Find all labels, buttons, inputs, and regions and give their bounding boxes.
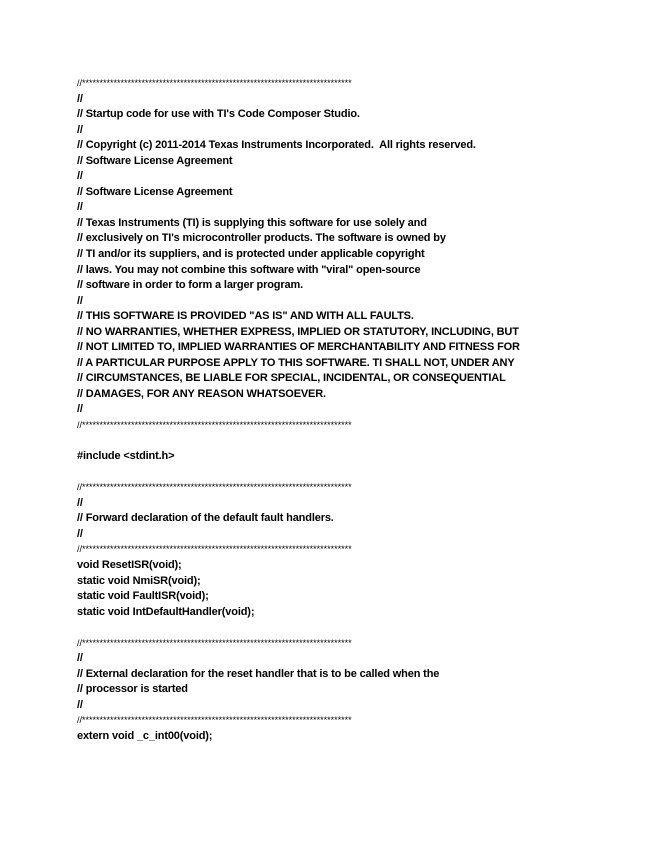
code-line: // THIS SOFTWARE IS PROVIDED "AS IS" AND WITH ALL FAULTS. bbox=[77, 310, 414, 323]
comment-rule-line: //***************************************************************************** bbox=[77, 637, 352, 648]
blank-line bbox=[77, 620, 637, 636]
code-line: // Software License Agreement bbox=[77, 154, 233, 167]
code-line: // NOT LIMITED TO, IMPLIED WARRANTIES OF MERCHANTABILITY AND FITNESS FOR bbox=[77, 341, 520, 354]
code-line: // bbox=[77, 294, 83, 307]
comment-rule-line: //***************************************************************************** bbox=[77, 544, 352, 555]
code-line: // Texas Instruments (TI) is supplying this software for use solely and bbox=[77, 216, 427, 229]
code-line: // processor is started bbox=[77, 683, 188, 696]
comment-rule-line: //***************************************************************************** bbox=[77, 78, 352, 88]
code-line: // bbox=[77, 92, 83, 105]
comment-rule-line: //***************************************************************************** bbox=[77, 420, 352, 431]
code-line: // bbox=[77, 698, 83, 711]
code-line: // TI and/or its suppliers, and is protected under applicable copyright bbox=[77, 248, 425, 261]
declaration-line: static void NmiSR(void); bbox=[77, 574, 201, 587]
code-line: // bbox=[77, 123, 83, 136]
code-line: // bbox=[77, 201, 83, 214]
code-line: // Forward declaration of the default fault handlers. bbox=[77, 512, 334, 525]
code-line: // DAMAGES, FOR ANY REASON WHATSOEVER. bbox=[77, 387, 326, 400]
code-line: // bbox=[77, 170, 83, 183]
comment-rule-line: //***************************************************************************** bbox=[77, 482, 352, 493]
code-line: // A PARTICULAR PURPOSE APPLY TO THIS SOFTWARE. TI SHALL NOT, UNDER ANY bbox=[77, 356, 515, 369]
code-line: // Startup code for use with TI's Code Composer Studio. bbox=[77, 108, 360, 121]
declaration-line: void ResetISR(void); bbox=[77, 558, 182, 571]
blank-line bbox=[77, 434, 637, 450]
blank-line bbox=[77, 465, 637, 481]
declaration-line: static void FaultISR(void); bbox=[77, 590, 209, 603]
code-line: // Copyright (c) 2011-2014 Texas Instruments Incorporated. All rights reserved. bbox=[77, 139, 476, 152]
code-line: // CIRCUMSTANCES, BE LIABLE FOR SPECIAL, INCIDENTAL, OR CONSEQUENTIAL bbox=[77, 372, 506, 385]
code-line: // bbox=[77, 527, 83, 540]
comment-rule-line: //***************************************************************************** bbox=[77, 715, 352, 726]
code-line: // NO WARRANTIES, WHETHER EXPRESS, IMPLIED OR STATUTORY, INCLUDING, BUT bbox=[77, 325, 519, 338]
declaration-line: static void IntDefaultHandler(void); bbox=[77, 605, 255, 618]
code-line: // bbox=[77, 496, 83, 509]
include-line: #include <stdint.h> bbox=[77, 450, 175, 463]
code-line: // bbox=[77, 403, 83, 416]
code-line: // bbox=[77, 652, 83, 665]
code-line: // External declaration for the reset handler that is to be called when the bbox=[77, 667, 440, 680]
declaration-line: extern void _c_int00(void); bbox=[77, 729, 213, 742]
code-line: // exclusively on TI's microcontroller products. The software is owned by bbox=[77, 232, 446, 245]
code-line: // software in order to form a larger program. bbox=[77, 279, 303, 292]
source-code-block bbox=[77, 76, 637, 745]
code-line: // Software License Agreement bbox=[77, 185, 233, 198]
code-line: // laws. You may not combine this software with "viral" open-source bbox=[77, 263, 421, 276]
